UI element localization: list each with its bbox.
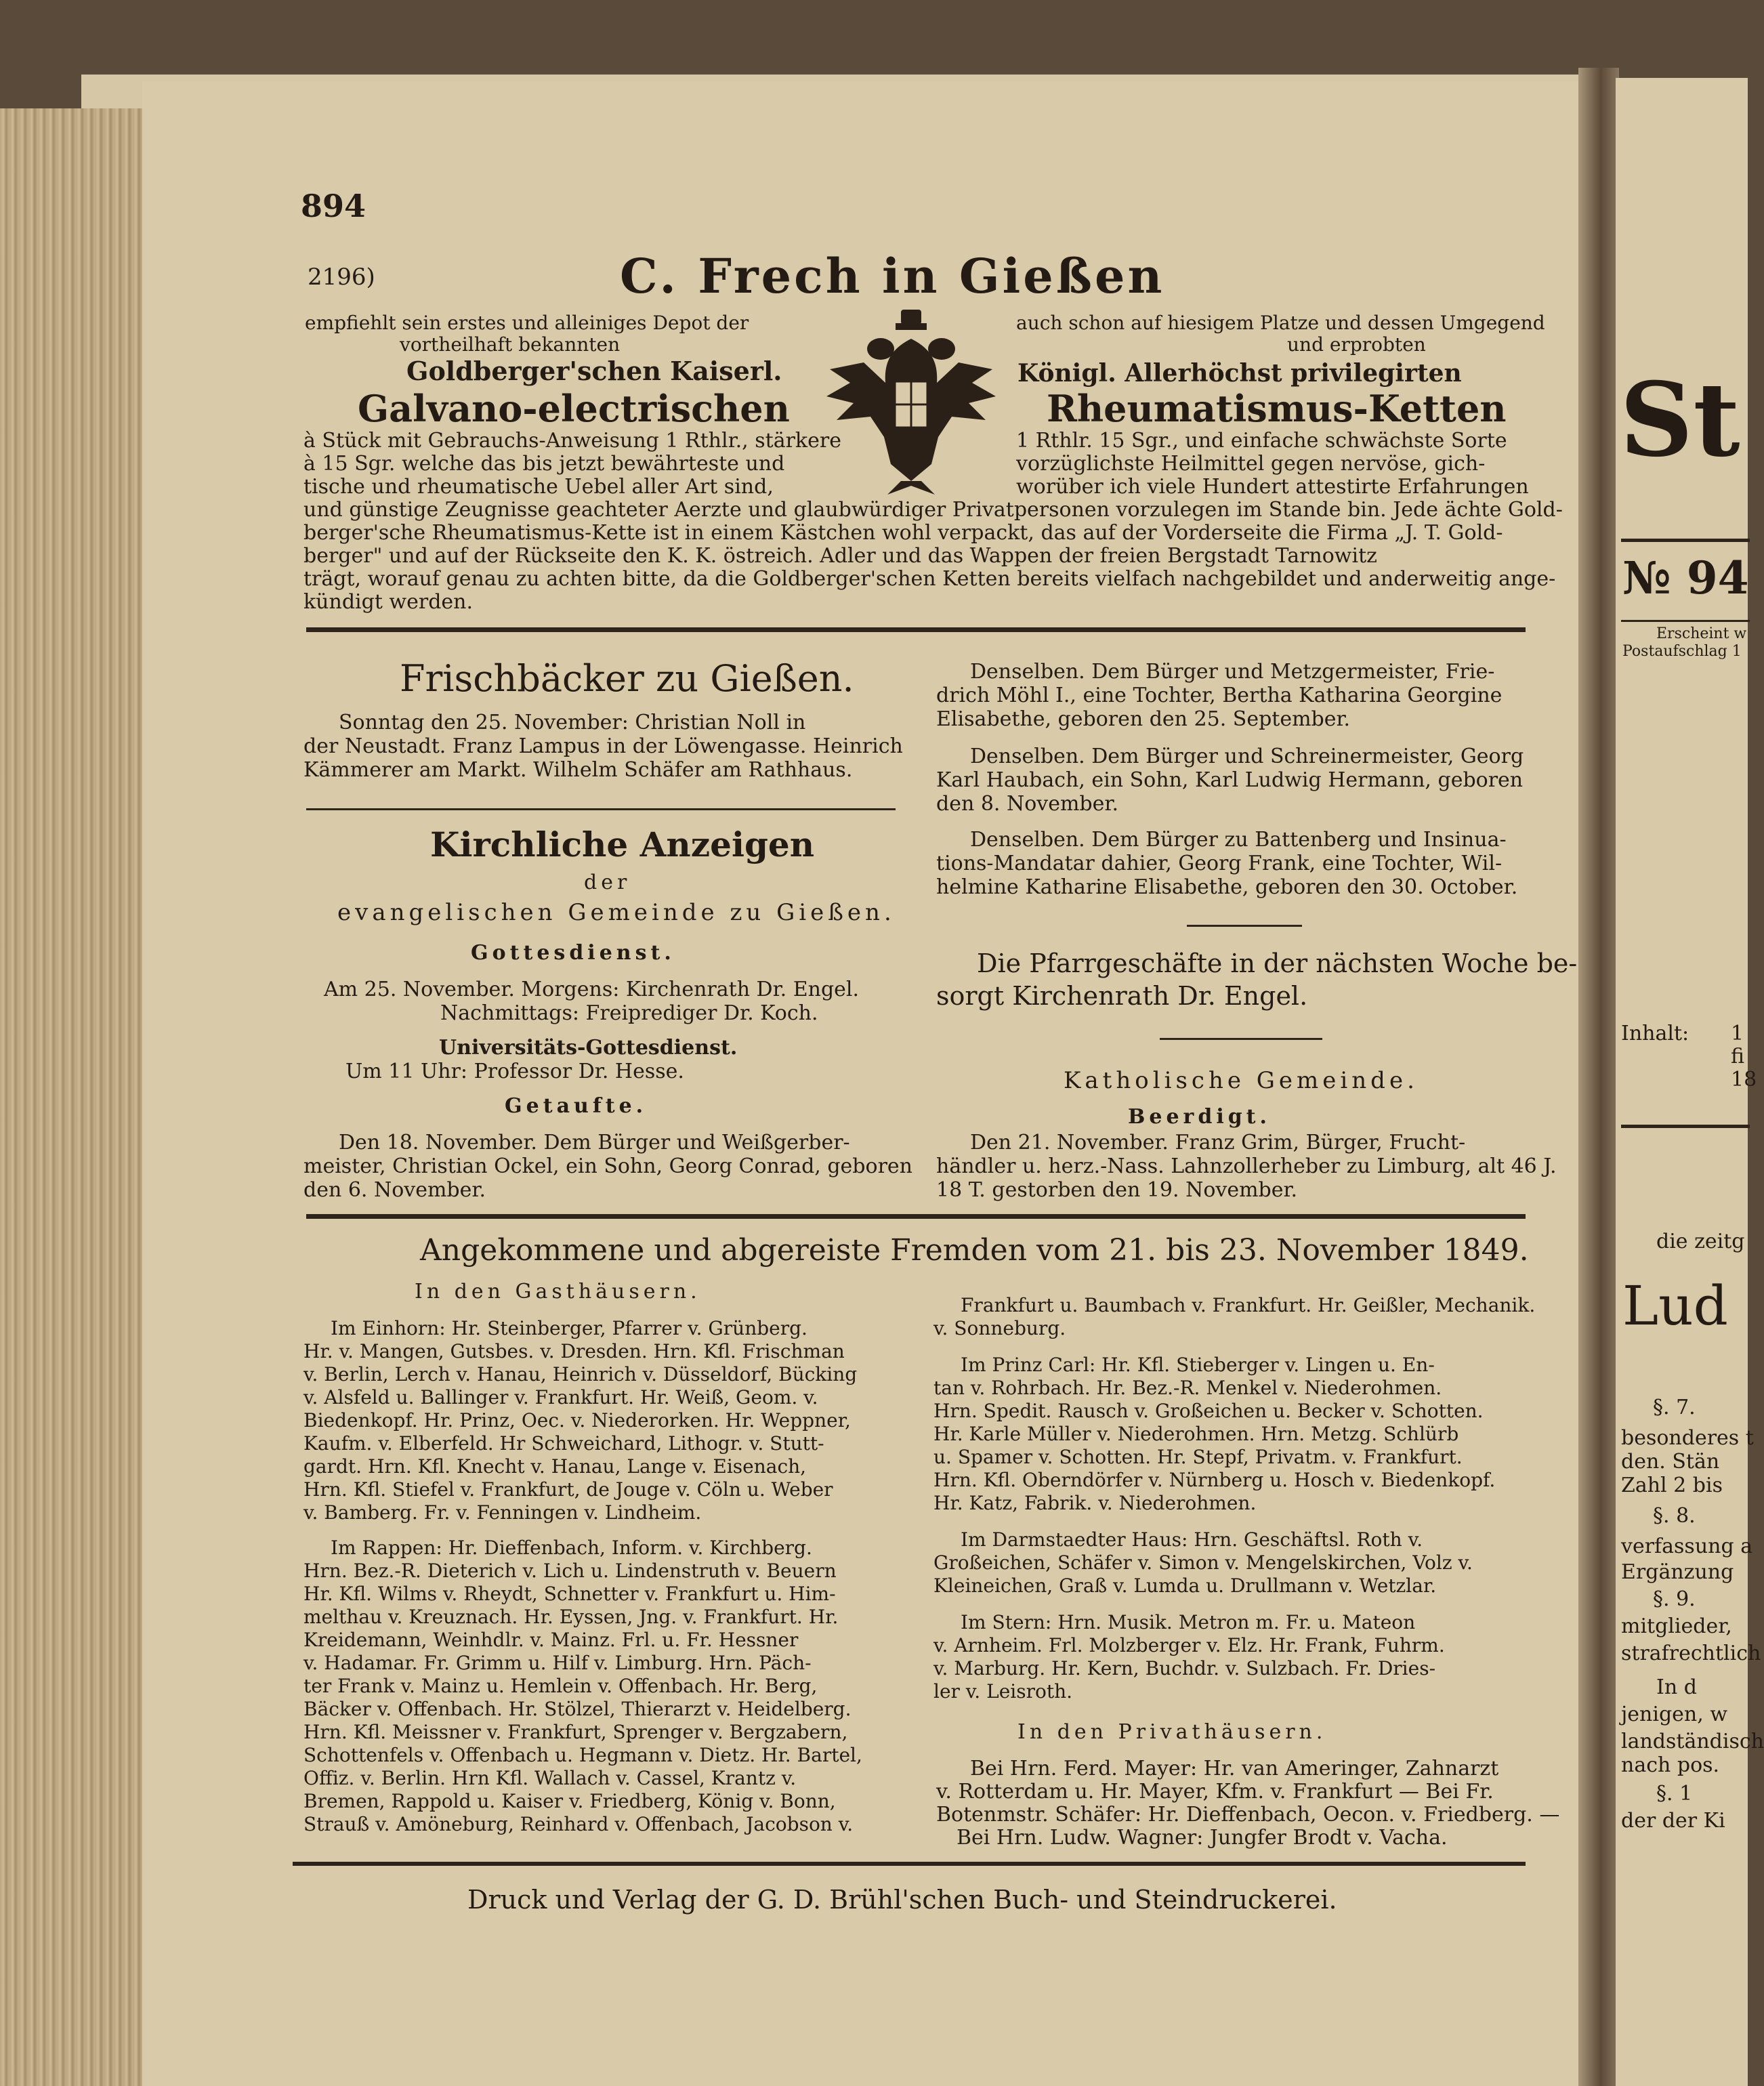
baptized-line-3: den 6. November. <box>303 1178 486 1202</box>
stranger-line: Im Darmstaedter Haus: Hrn. Geschäftsl. Roth v. <box>961 1528 1423 1551</box>
next-page-line: §. 7. <box>1653 1396 1696 1419</box>
ad-left-line-1: empfiehlt sein erstes und alleiniges Depot der <box>305 312 749 334</box>
stranger-line: Schottenfels v. Offenbach u. Hegmann v. Dietz. Hr. Bartel, <box>303 1744 862 1766</box>
imprint: Druck und Verlag der G. D. Brühl'schen Buch- und Steindruckerei. <box>467 1885 1337 1915</box>
next-page-line: Zahl 2 bis <box>1621 1474 1723 1497</box>
ad-title-right: Rheumatismus-Ketten <box>1047 387 1507 430</box>
stranger-line: Hr. Kfl. Wilms v. Rheydt, Schnetter v. Frankfurt u. Him- <box>303 1583 836 1605</box>
issue-number: № 94 <box>1622 551 1749 604</box>
stranger-line: Im Stern: Hrn. Musik. Metron m. Fr. u. Mateon <box>961 1611 1416 1633</box>
next-page-line: landständisch <box>1621 1730 1764 1753</box>
stranger-line: v. Alsfeld u. Ballinger v. Frankfurt. Hr. Weiß, Geom. v. <box>303 1386 818 1409</box>
stranger-line: Im Prinz Carl: Hr. Kfl. Stieberger v. Lingen u. En- <box>961 1354 1435 1376</box>
stranger-line: v. Marburg. Hr. Kern, Buchdr. v. Sulzbach. Fr. Dries- <box>933 1657 1436 1680</box>
bakers-line-2: der Neustadt. Franz Lampus in der Löwengasse. Heinrich <box>303 734 903 758</box>
notice-line-2: sorgt Kirchenrath Dr. Engel. <box>936 981 1308 1011</box>
ad-body-full-4: trägt, worauf genau zu achten bitte, da die Goldberger'schen Ketten bereits vielfach nachgebildet und anderweitig ange- <box>303 567 1556 591</box>
next-page-line: Lud <box>1622 1274 1728 1337</box>
page-number: 894 <box>301 188 366 224</box>
baptized-line-1: Den 18. November. Dem Bürger und Weißgerber- <box>339 1131 850 1154</box>
stranger-line: Bäcker v. Offenbach. Hr. Stölzel, Thierarzt v. Heidelberg. <box>303 1698 852 1720</box>
entry2-line-3: den 8. November. <box>936 792 1118 816</box>
section-rule-3 <box>293 1862 1526 1866</box>
notice-line-1: Die Pfarrgeschäfte in der nächsten Woche be- <box>977 948 1578 978</box>
page-edges <box>0 108 163 2086</box>
stranger-line: gardt. Hrn. Kfl. Knecht v. Hanau, Lange v. Eisenach, <box>303 1455 807 1478</box>
stranger-line: Hrn. Kfl. Oberndörfer v. Nürnberg u. Hosch v. Biedenkopf. <box>933 1469 1496 1491</box>
entry3-line-2: tions-Mandatar dahier, Georg Frank, eine Tochter, Wil- <box>936 852 1503 875</box>
stranger-line: tan v. Rohrbach. Hr. Bez.-R. Menkel v. Niederohmen. <box>933 1377 1442 1399</box>
next-page-line: §. 9. <box>1653 1587 1696 1611</box>
stranger-line: v. Arnheim. Frl. Molzberger v. Elz. Hr. Frank, Fuhrm. <box>933 1634 1445 1656</box>
next-page-line: die zeitg <box>1656 1230 1745 1253</box>
issue-rule <box>1621 620 1750 622</box>
ad-right-line-1: auch schon auf hiesigem Platze und dessen Umgegend <box>1016 312 1545 334</box>
buried-line-3: 18 T. gestorben den 19. November. <box>936 1178 1298 1202</box>
inns-heading: In den Gasthäusern. <box>415 1280 701 1303</box>
next-page-line: §. 1 <box>1656 1782 1693 1806</box>
ad-title-left: Galvano-electrischen <box>358 387 790 430</box>
entry1-line-2: drich Möhl I., eine Tochter, Bertha Katharina Georgine <box>936 684 1503 707</box>
uni-heading: Universitäts-Gottesdienst. <box>439 1036 738 1060</box>
column-divider <box>306 808 896 810</box>
stranger-line: ler v. Leisroth. <box>933 1680 1073 1703</box>
next-page-line: nach pos. <box>1621 1753 1720 1777</box>
stranger-line: u. Spamer v. Schotten. Hr. Stepf, Privatm. v. Frankfurt. <box>933 1446 1463 1468</box>
private-line-1: Bei Hrn. Ferd. Mayer: Hr. van Ameringer, Zahnarzt <box>970 1757 1499 1780</box>
church-sub1: der <box>584 871 631 894</box>
stranger-line: melthau v. Kreuznach. Hr. Eyssen, Jng. v. Frankfurt. Hr. <box>303 1606 839 1628</box>
church-sub2: evangelischen Gemeinde zu Gießen. <box>337 899 896 926</box>
entry3-line-1: Denselben. Dem Bürger zu Battenberg und Insinua- <box>970 828 1507 852</box>
next-page-line: Ergänzung <box>1621 1560 1734 1584</box>
masthead-rule <box>1621 539 1750 542</box>
section-rule-2 <box>306 1214 1526 1219</box>
stranger-line: Im Rappen: Hr. Dieffenbach, Inform. v. Kirchberg. <box>331 1537 812 1559</box>
entry1-line-3: Elisabethe, geboren den 25. September. <box>936 707 1351 731</box>
ad-body-right-1: 1 Rthlr. 15 Sgr., und einfache schwächste Sorte <box>1016 429 1507 453</box>
next-page-line: besonderes t <box>1621 1426 1754 1450</box>
ad-body-left-2: à 15 Sgr. welche das bis jetzt bewährteste und <box>303 452 785 476</box>
next-page-line: strafrechtlich <box>1621 1642 1761 1665</box>
ad-body-left-1: à Stück mit Gebrauchs-Anweisung 1 Rthlr., stärkere <box>303 429 841 453</box>
inhalt-val-3: 18 <box>1731 1068 1757 1091</box>
bakers-heading: Frischbäcker zu Gießen. <box>400 657 854 700</box>
stranger-line: Hrn. Kfl. Stiefel v. Frankfurt, de Jouge v. Cöln u. Weber <box>303 1478 833 1501</box>
ad-left-line-2: vortheilhaft bekannten <box>400 333 621 356</box>
short-divider-2 <box>1160 1038 1322 1040</box>
column-gap <box>916 650 917 1199</box>
ad-product-left: Goldberger'schen Kaiserl. <box>406 356 782 386</box>
uni-line: Um 11 Uhr: Professor Dr. Hesse. <box>345 1060 684 1083</box>
masthead-fragment: St <box>1620 360 1740 480</box>
next-page-line: mitglieder, <box>1621 1614 1732 1638</box>
ad-body-right-2: vorzüglichste Heilmittel gegen nervöse, gich- <box>1016 452 1486 476</box>
baptized-heading: Getaufte. <box>505 1094 648 1118</box>
next-page-line: jenigen, w <box>1621 1703 1728 1726</box>
church-heading: Kirchliche Anzeigen <box>430 825 815 864</box>
stranger-line: Frankfurt u. Baumbach v. Frankfurt. Hr. Geißler, Mechanik. <box>961 1294 1536 1316</box>
stranger-line: Strauß v. Amöneburg, Reinhard v. Offenbach, Jacobson v. <box>303 1813 854 1835</box>
inhalt-label: Inhalt: <box>1621 1022 1689 1045</box>
stranger-line: Hr. Karle Müller v. Niederohmen. Hrn. Metzg. Schlürb <box>933 1423 1459 1445</box>
stranger-line: Kaufm. v. Elberfeld. Hr Schweichard, Lithogr. v. Stutt- <box>303 1432 824 1455</box>
strangers-heading: Angekommene und abgereiste Fremden vom 21. bis 23. November 1849. <box>420 1233 1529 1268</box>
entry1-line-1: Denselben. Dem Bürger und Metzgermeister, Frie- <box>970 660 1495 684</box>
double-headed-eagle-icon <box>823 308 999 495</box>
ad-number: 2196) <box>308 264 375 291</box>
stranger-line: Biedenkopf. Hr. Prinz, Oec. v. Niederorken. Hr. Weppner, <box>303 1409 851 1432</box>
stranger-line: Hrn. Bez.-R. Dieterich v. Lich u. Lindenstruth v. Beuern <box>303 1560 837 1582</box>
private-line-3: Botenmstr. Schäfer: Hr. Dieffenbach, Oecon. v. Friedberg. — <box>936 1803 1560 1827</box>
buried-line-2: händler u. herz.-Nass. Lahnzollerheber zu Limburg, alt 46 J. <box>936 1154 1557 1178</box>
stranger-line: Im Einhorn: Hr. Steinberger, Pfarrer v. Grünberg. <box>331 1317 807 1339</box>
inhalt-rule <box>1621 1125 1750 1128</box>
stranger-line: Hr. Katz, Fabrik. v. Niederohmen. <box>933 1492 1257 1514</box>
stranger-line: v. Sonneburg. <box>933 1317 1066 1339</box>
inhalt-val-2: fi <box>1731 1045 1745 1068</box>
entry3-line-3: helmine Katharine Elisabethe, geboren den 30. October. <box>936 875 1518 899</box>
ad-body-full-3: berger" und auf der Rückseite den K. K. östreich. Adler und das Wappen der freien Bergstadt Tarnowitz <box>303 544 1377 568</box>
ad-body-full-1: und günstige Zeugnisse geachteter Aerzte und glaubwürdiger Privatpersonen vorzulegen im Stande bin. Jede ächte Gold- <box>303 498 1563 522</box>
stranger-line: Hrn. Kfl. Meissner v. Frankfurt, Sprenger v. Bergzabern, <box>303 1721 848 1743</box>
ad-right-line-2: und erprobten <box>1287 333 1426 356</box>
issue-sub-2: Postaufschlag 1 <box>1622 643 1742 660</box>
section-rule <box>306 627 1526 632</box>
ad-product-right: Königl. Allerhöchst privilegirten <box>1017 359 1462 388</box>
next-page-line: der der Ki <box>1621 1809 1725 1833</box>
stranger-line: Hrn. Spedit. Rausch v. Großeichen u. Becker v. Schotten. <box>933 1400 1484 1422</box>
service-line-2: Nachmittags: Freiprediger Dr. Koch. <box>440 1001 818 1025</box>
baptized-line-2: meister, Christian Ockel, ein Sohn, Georg Conrad, geboren <box>303 1154 912 1178</box>
right-page <box>1616 78 1764 2086</box>
stranger-line: v. Berlin, Lerch v. Hanau, Heinrich v. Düsseldorf, Bücking <box>303 1363 858 1385</box>
buried-line-1: Den 21. November. Franz Grim, Bürger, Frucht- <box>970 1131 1466 1154</box>
service-heading: Gottesdienst. <box>471 941 675 965</box>
ad-body-right-3: worüber ich viele Hundert attestirte Erfahrungen <box>1016 475 1529 499</box>
next-page-line: verfassung a <box>1621 1535 1753 1558</box>
ad-body-full-2: berger'sche Rheumatismus-Kette ist in einem Kästchen wohl verpackt, das auf der Vorderseite die Firma „J. T. Gold- <box>303 521 1503 545</box>
entry2-line-1: Denselben. Dem Bürger und Schreinermeister, Georg <box>970 745 1524 768</box>
stranger-line: v. Bamberg. Fr. v. Fenningen v. Lindheim. <box>303 1501 702 1524</box>
inhalt-val-1: 1 <box>1731 1022 1744 1045</box>
next-page-line: In d <box>1656 1675 1697 1699</box>
book-gutter <box>1578 68 1619 2086</box>
ad-heading: C. Frech in Gießen <box>620 248 1165 304</box>
stranger-line: Bremen, Rappold u. Kaiser v. Friedberg, König v. Bonn, <box>303 1790 836 1812</box>
stranger-line: Hr. v. Mangen, Gutsbes. v. Dresden. Hrn. Kfl. Frischman <box>303 1340 845 1362</box>
stranger-line: Großeichen, Schäfer v. Simon v. Mengelskirchen, Volz v. <box>933 1551 1473 1574</box>
short-divider <box>1187 925 1302 927</box>
next-page-line: den. Stän <box>1621 1450 1720 1474</box>
bakers-line-1: Sonntag den 25. November: Christian Noll in <box>339 711 806 734</box>
bakers-line-3: Kämmerer am Markt. Wilhelm Schäfer am Rathhaus. <box>303 758 853 782</box>
private-line-2: v. Rotterdam u. Hr. Mayer, Kfm. v. Frankfurt — Bei Fr. <box>936 1780 1494 1803</box>
next-page-line: §. 8. <box>1653 1504 1696 1528</box>
buried-heading: Beerdigt. <box>1128 1105 1271 1129</box>
catholic-heading: Katholische Gemeinde. <box>1064 1067 1419 1094</box>
stranger-line: Kreidemann, Weinhdlr. v. Mainz. Frl. u. Fr. Hessner <box>303 1629 799 1651</box>
ad-body-full-5: kündigt werden. <box>303 590 474 614</box>
stranger-line: v. Hadamar. Fr. Grimm u. Hilf v. Limburg. Hrn. Päch- <box>303 1652 812 1674</box>
stranger-line: ter Frank v. Mainz u. Hemlein v. Offenbach. Hr. Berg, <box>303 1675 818 1697</box>
ad-body-left-3: tische und rheumatische Uebel aller Art sind, <box>303 475 774 499</box>
service-line-1: Am 25. November. Morgens: Kirchenrath Dr. Engel. <box>324 978 860 1001</box>
stranger-line: Kleineichen, Graß v. Lumda u. Drullmann v. Wetzlar. <box>933 1574 1437 1597</box>
private-line-4: Bei Hrn. Ludw. Wagner: Jungfer Brodt v. Vacha. <box>957 1826 1448 1850</box>
issue-sub-1: Erscheint w <box>1656 625 1747 642</box>
entry2-line-2: Karl Haubach, ein Sohn, Karl Ludwig Hermann, geboren <box>936 768 1524 792</box>
private-heading: In den Privathäusern. <box>1017 1720 1327 1744</box>
stranger-line: Offiz. v. Berlin. Hrn Kfl. Wallach v. Cassel, Krantz v. <box>303 1767 797 1789</box>
